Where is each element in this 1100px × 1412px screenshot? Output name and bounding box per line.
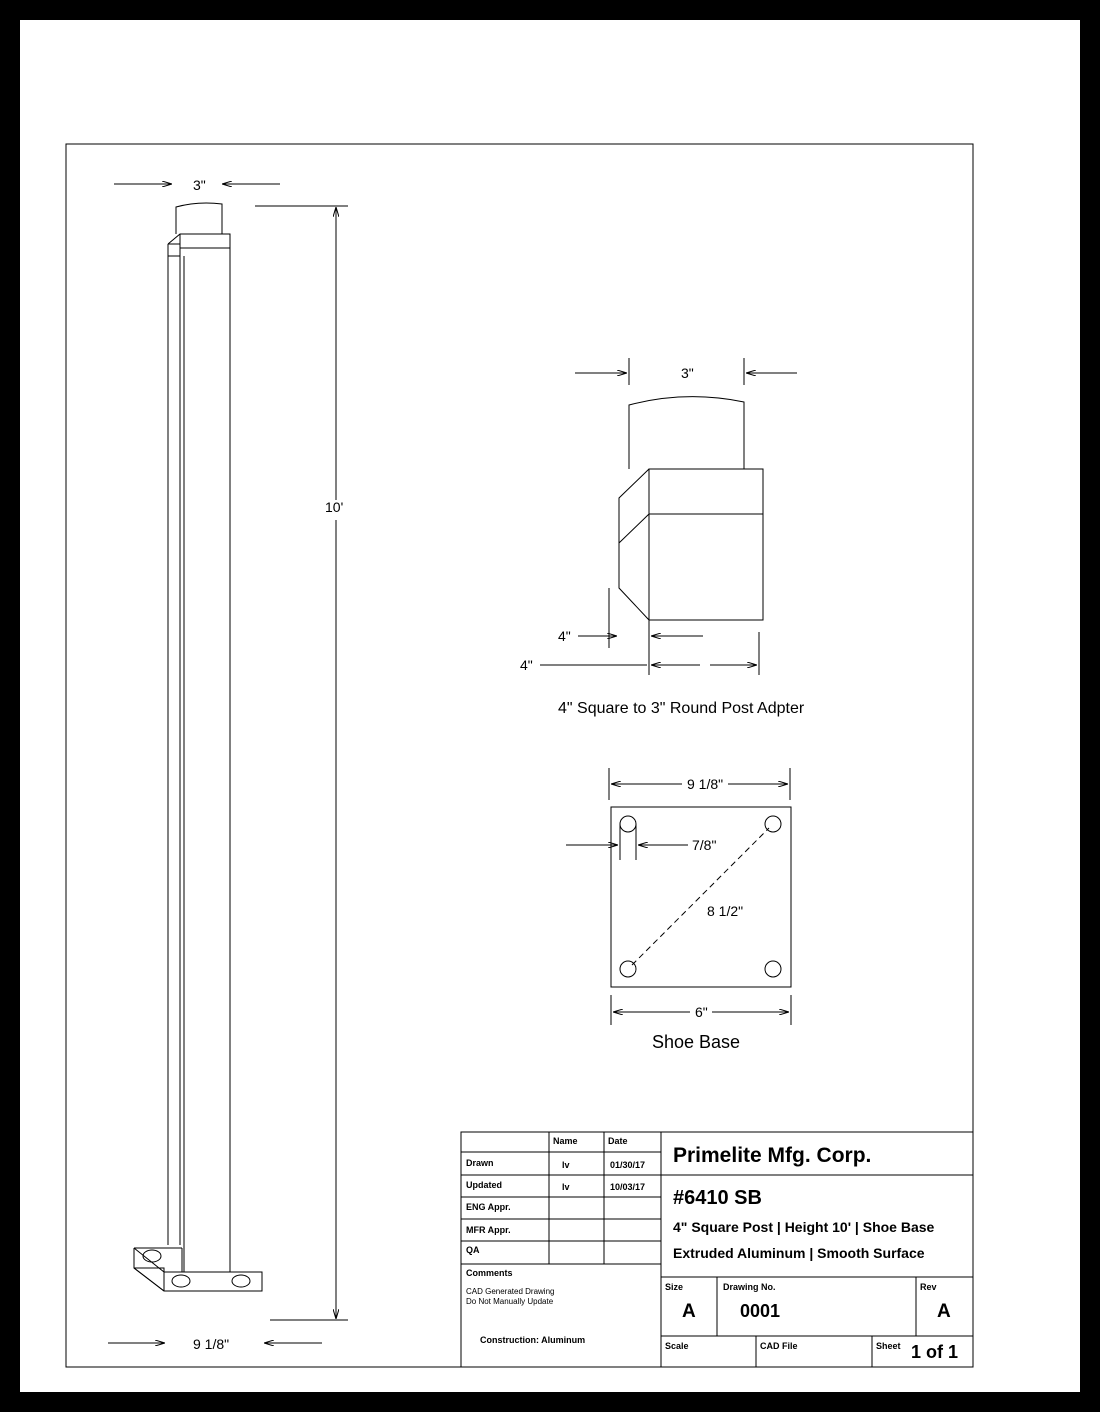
rev-label: Rev: [920, 1282, 937, 1292]
row-mfr-label: MFR Appr.: [466, 1225, 511, 1235]
post-dimensions: [108, 184, 348, 1343]
cad-file-label: CAD File: [760, 1341, 798, 1351]
post-top-width-label: 3": [193, 177, 206, 193]
post-base-plate: [134, 1248, 262, 1291]
title-block-col-name: Name: [553, 1136, 578, 1146]
post-base-width-label: 9 1/8": [193, 1336, 230, 1352]
shoe-base-spacing-label: 6": [695, 1004, 708, 1020]
shoe-base-view: [609, 768, 791, 1025]
part-number: #6410 SB: [673, 1187, 762, 1209]
base-hole-icon: [232, 1275, 250, 1287]
shoe-base-diagonal-label: 8 1/2": [707, 903, 744, 919]
shoe-base-plate: [611, 807, 791, 987]
comments-line-2: Do Not Manually Update: [466, 1297, 554, 1306]
post-round-top: [176, 203, 222, 234]
adapter-dimensions: [540, 373, 797, 665]
base-hole-icon: [765, 961, 781, 977]
post-view: [134, 203, 262, 1291]
row-updated-label: Updated: [466, 1180, 502, 1190]
rev-value: A: [937, 1301, 951, 1322]
row-qa-label: QA: [466, 1245, 480, 1255]
adapter-round-top: [629, 397, 744, 469]
scale-label: Scale: [665, 1341, 689, 1351]
comments-line-1: CAD Generated Drawing: [466, 1287, 555, 1296]
construction-note: Construction: Aluminum: [480, 1335, 586, 1345]
base-hole-icon: [620, 816, 636, 832]
adapter-side: [619, 469, 649, 620]
row-updated-name: lv: [562, 1182, 570, 1192]
base-hole-icon: [172, 1275, 190, 1287]
adapter-square-body: [649, 469, 763, 620]
row-drawn-date: 01/30/17: [610, 1160, 646, 1170]
adapter-outer-width-label: 4": [520, 657, 533, 673]
shoe-base-caption: Shoe Base: [652, 1032, 741, 1052]
description-line-2: Extruded Aluminum | Smooth Surface: [673, 1245, 925, 1261]
title-block-col-date: Date: [608, 1136, 628, 1146]
shoe-base-hole-label: 7/8": [692, 837, 717, 853]
base-hole-icon: [143, 1250, 161, 1262]
company-name: Primelite Mfg. Corp.: [673, 1144, 872, 1167]
row-eng-label: ENG Appr.: [466, 1202, 511, 1212]
size-label: Size: [665, 1282, 684, 1292]
drawing-no-label: Drawing No.: [723, 1282, 776, 1292]
post-collar: [168, 234, 230, 1272]
size-value: A: [682, 1301, 696, 1322]
shoe-base-dimensions: [566, 784, 789, 1012]
drawing-border: [66, 144, 973, 1367]
post-height-label: 10': [325, 499, 344, 515]
description-line-1: 4" Square Post | Height 10' | Shoe Base: [673, 1219, 935, 1235]
drawing-no-value: 0001: [740, 1301, 781, 1321]
adapter-caption: 4" Square to 3" Round Post Adpter: [558, 700, 805, 717]
sheet-label: Sheet: [876, 1341, 901, 1351]
shoe-base-width-label: 9 1/8": [687, 776, 724, 792]
adapter-view: [609, 358, 763, 675]
comments-label: Comments: [466, 1268, 513, 1278]
adapter-top-width-label: 3": [681, 365, 694, 381]
row-updated-date: 10/03/17: [610, 1182, 646, 1192]
row-drawn-label: Drawn: [466, 1158, 494, 1168]
row-drawn-name: lv: [562, 1160, 570, 1170]
adapter-inner-offset-label: 4": [558, 628, 571, 644]
sheet-value: 1 of 1: [911, 1342, 959, 1362]
